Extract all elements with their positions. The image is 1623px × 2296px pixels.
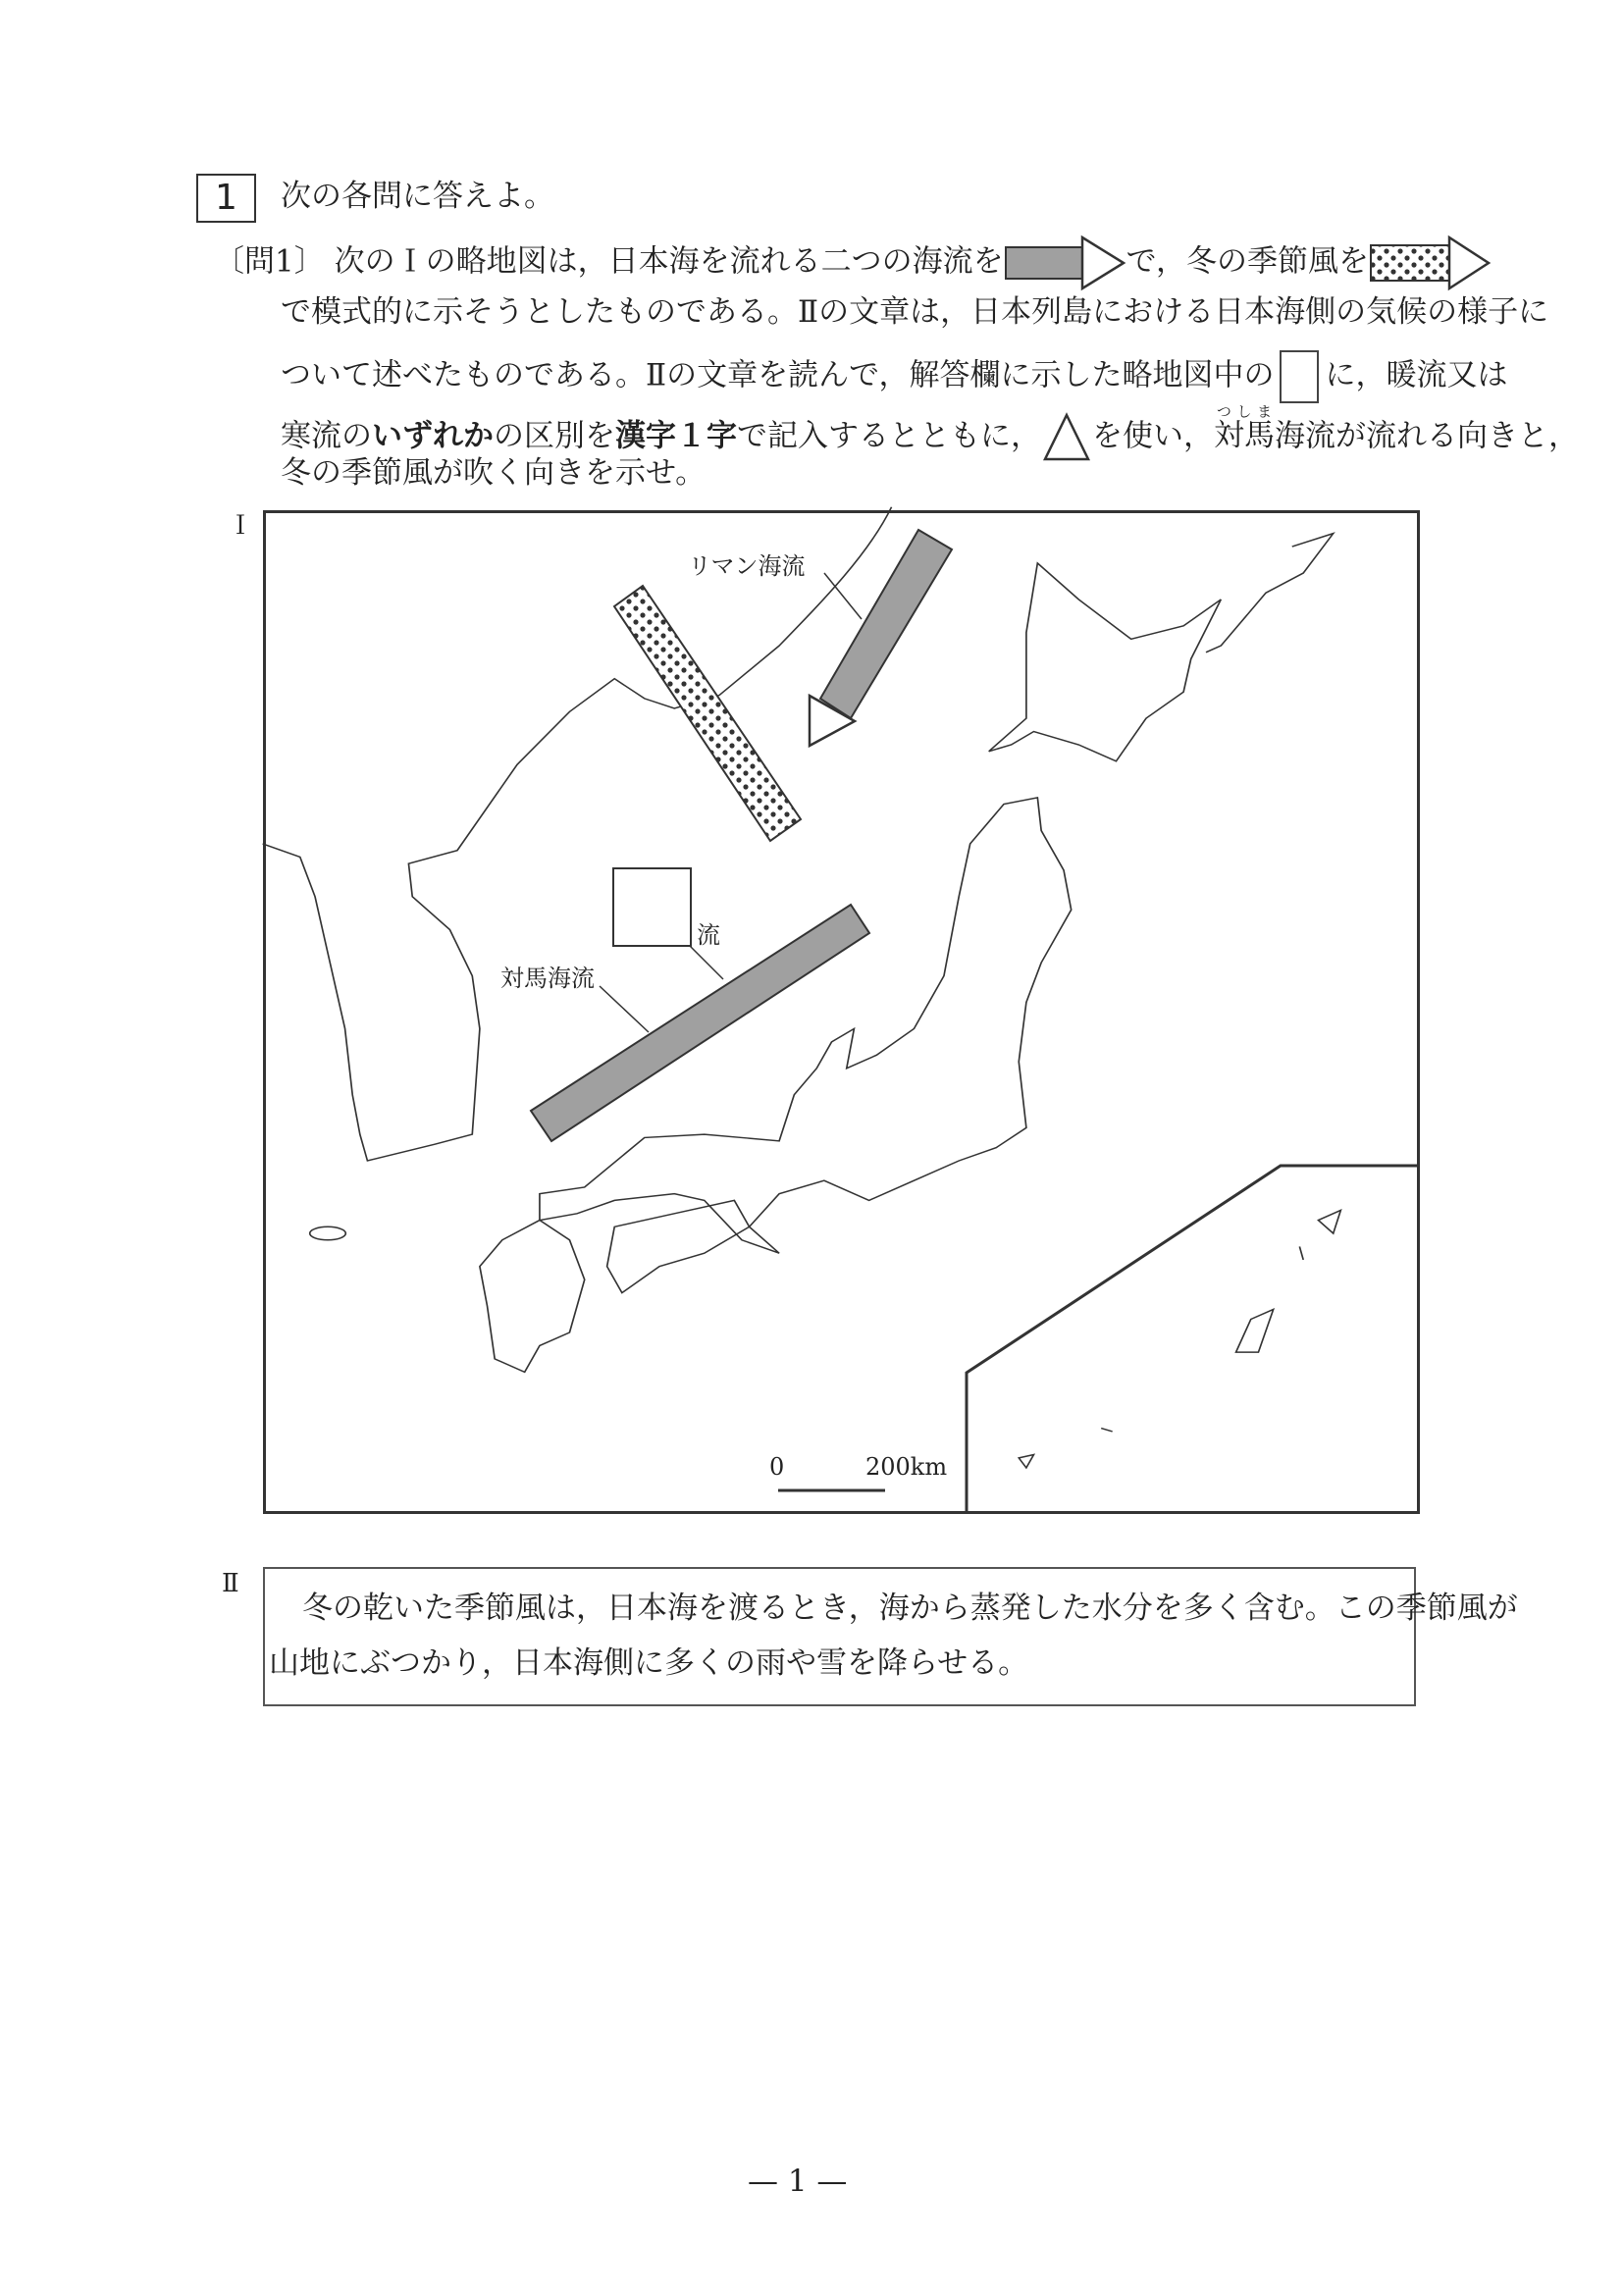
q1-text: 寒流の — [281, 418, 372, 453]
answer-blank-box — [613, 868, 691, 946]
q1-text: 次のＩの略地図は，日本海を流れる二つの海流を — [334, 243, 1004, 280]
jeju-island — [310, 1226, 346, 1239]
q1-text: に，暖流又は — [1325, 357, 1508, 393]
q1-text: 海流が流れる向きと， — [1275, 418, 1579, 453]
page-number: — 1 — — [748, 2164, 848, 2199]
q1-text: で記入するとともに， — [737, 418, 1041, 453]
q1-text: で，冬の季節風を — [1126, 243, 1369, 280]
liman-current-band — [820, 530, 952, 718]
passage-box — [263, 1567, 1518, 1706]
kyushu-coastline — [480, 1221, 585, 1373]
ruby-base: 対馬 — [1214, 418, 1275, 453]
liman-current-label: リマン海流 — [688, 552, 806, 580]
q1-line-2: で模式的に示そうとしたものである。Ⅱの文章は，日本列島における日本海側の気候の様子に — [281, 294, 1549, 330]
asia-coastline — [263, 507, 892, 1161]
sakhalin-kuril-coastline — [1206, 534, 1334, 652]
q1-text: の区別を — [494, 418, 615, 453]
passage-line-2: 山地にぶつかり，日本海側に多くの雨や雪を降らせる。 — [269, 1645, 1029, 1681]
okinawa-islands — [1019, 1210, 1340, 1467]
question-intro: 次の各問に答えよ。 — [281, 179, 554, 214]
honshu-coastline — [540, 798, 1072, 1253]
emphasis-text: いずれか — [372, 418, 494, 453]
ruby-reading: つしま — [1214, 402, 1275, 420]
shikoku-coastline — [607, 1200, 750, 1292]
answer-box-suffix: 流 — [697, 921, 720, 949]
tsushima-current-label: 対馬海流 — [500, 965, 595, 992]
leader-line — [690, 946, 723, 979]
scale-zero: 0 — [769, 1453, 785, 1481]
question-number: 1 — [196, 174, 256, 223]
leader-line — [824, 573, 862, 619]
passage-line-1: 冬の乾いた季節風は，日本海を渡るとき，海から蒸発した水分を多く含む。この季節風が — [302, 1591, 1518, 1626]
hokkaido-coastline — [989, 563, 1222, 761]
q1-text: を使い， — [1092, 418, 1214, 453]
monsoon-band — [614, 586, 801, 841]
map-section-label: Ｉ — [228, 511, 254, 541]
q1-label: 〔問1〕 — [214, 243, 325, 280]
scale-max: 200km — [865, 1453, 948, 1481]
inset-divider — [967, 1166, 1418, 1512]
emphasis-text: 漢字１字 — [615, 418, 737, 453]
leader-line — [600, 986, 649, 1032]
q1-line-5: 冬の季節風が吹く向きを示せ。 — [281, 455, 707, 491]
passage-section-label: Ⅱ — [222, 1569, 239, 1598]
q1-text: ついて述べたものである。Ⅱの文章を読んで，解答欄に示した略地図中の — [281, 357, 1275, 393]
